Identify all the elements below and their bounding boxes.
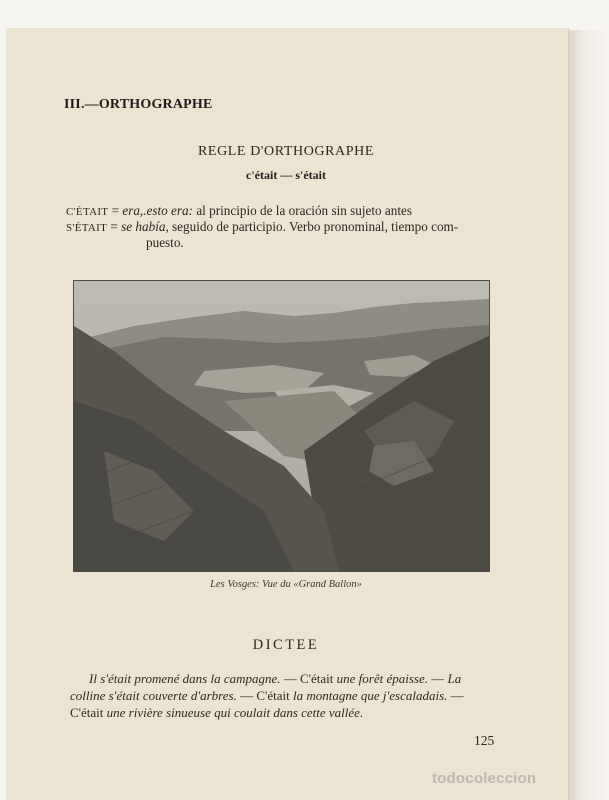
dictee-line-3 (70, 704, 363, 721)
photo-caption: Les Vosges: Vue du «Grand Ballon» (210, 579, 362, 590)
rule-term: C'ÉTAIT (66, 206, 109, 218)
section-heading: III.—ORTHOGRAPHE (64, 97, 213, 112)
rule-subtitle: c'était — s'était (246, 168, 326, 182)
dictee-phrase: Il s'était (89, 671, 135, 686)
dictee-phrase: — (427, 671, 448, 686)
dictee-phrase: la montagne que j'escaladais. (292, 688, 448, 703)
dictee-phrase: une rivière sinueuse qui coulait dans cette vallée. (106, 705, 364, 720)
dictee-phrase: La (447, 671, 462, 686)
rule-title: REGLE D'ORTHOGRAPHE (197, 144, 375, 159)
dictee-phrase: une forêt épaisse. (336, 671, 428, 686)
rule-term: S'ÉTAIT (66, 222, 108, 234)
dictee-title: DICTEE (252, 637, 320, 653)
dictee-line-1 (89, 670, 461, 687)
book-page (6, 28, 568, 800)
dictee-phrase: colline s'était couverte d'arbres. (70, 688, 237, 703)
rule-line-cetait (66, 203, 412, 220)
rule-meaning: era,.esto era: (122, 203, 194, 218)
dictee-phrase: — C'était (280, 671, 337, 686)
page-number: 125 (474, 733, 495, 748)
rule-equals: = (108, 203, 123, 218)
dictee-line-2 (70, 687, 464, 704)
dictee-phrase: — (447, 688, 464, 703)
watermark: todocoleccion (432, 770, 537, 787)
rule-explanation: al principio de la oración sin sujeto antes (193, 203, 413, 218)
landscape-photo (73, 280, 490, 572)
rule-equals: = (107, 219, 122, 234)
rule-meaning: se había, (121, 219, 169, 234)
rule-explanation: seguido de participio. Verbo pronominal, tiempo com- (168, 219, 459, 234)
dictee-phrase: promené dans la campagne. (134, 671, 281, 686)
dictee-phrase: — C'était (236, 688, 293, 703)
page-edge (568, 30, 609, 800)
dictee-phrase: C'était (70, 705, 107, 720)
rule-line-continuation: puesto. (146, 235, 184, 250)
rule-line-setait (66, 219, 458, 236)
